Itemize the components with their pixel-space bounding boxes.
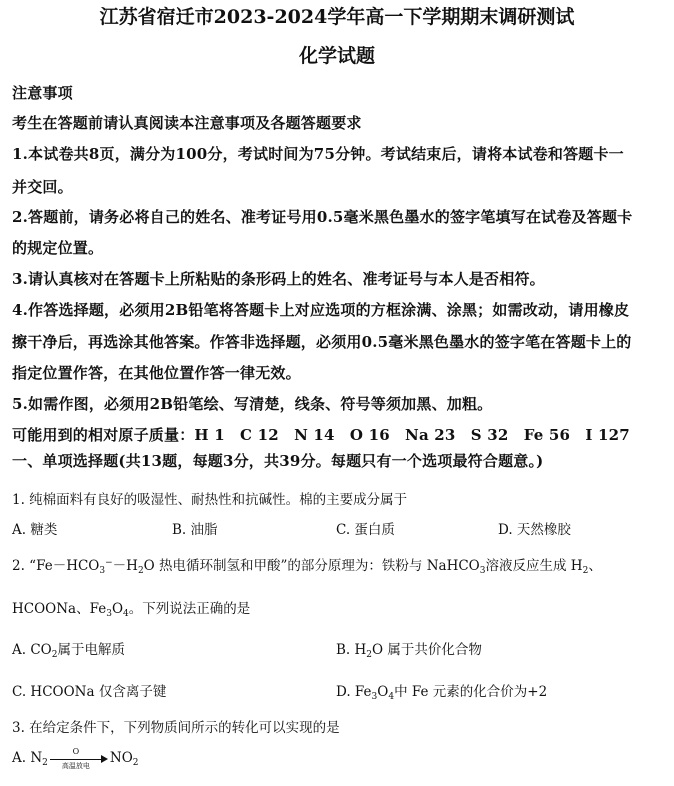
question-2-stem-continued: HCOONa、$Fe_3O_4$。下列说法正确的是 — [12, 601, 251, 619]
notice-item: 4.作答选择题，必须用2B铅笔将答题卡上对应选项的方框涂满、涂黑；如需改动，请用橡皮 — [12, 301, 630, 319]
notice-item: 3.请认真核对在答题卡上所粘贴的条形码上的姓名、准考证号与本人是否相符。 — [12, 270, 545, 288]
q2-option-a: A. $CO_2$属于电解质 — [12, 642, 125, 660]
notice-intro: 考生在答题前请认真阅读本注意事项及各题答题要求 — [12, 114, 362, 132]
question-1-stem: 1. 纯棉面料有良好的吸湿性、耐热性和抗碱性。棉的主要成分属于 — [12, 492, 408, 508]
notice-item: 的规定位置。 — [12, 239, 104, 257]
page-subtitle: 化学试题 — [298, 45, 375, 67]
q1-option-b: B. 油脂 — [172, 522, 218, 538]
notice-item: 擦干净后，再选涂其他答案。作答非选择题，必须用0.5毫米黑色墨水的签字笔在答题卡上的 — [12, 333, 632, 351]
notice-item: 1.本试卷共8页，满分为100分，考试时间为75分钟。考试结束后，请将本试卷和答题卡一 — [12, 145, 624, 163]
notice-heading: 注意事项 — [12, 84, 73, 102]
question-3-stem: 3. 在给定条件下，下列物质间所示的转化可以实现的是 — [12, 720, 340, 736]
notice-item: 指定位置作答，在其他位置作答一律无效。 — [12, 364, 301, 382]
page-title: 江苏省宿迁市2023-2024学年高一下学期期末调研测试 — [99, 6, 575, 28]
notice-item: 2.答题前，请务必将自己的姓名、准考证号用0.5毫米黑色墨水的签字笔填写在试卷及答题卡 — [12, 208, 633, 226]
atomic-mass-line: 可能用到的相对原子质量：H 1 C 12 N 14 O 16 Na 23 S 32 Fe 56 I 127 — [12, 426, 630, 444]
q1-option-c: C. 蛋白质 — [336, 522, 395, 538]
q1-option-a: A. 糖类 — [12, 522, 58, 538]
q3-option-a: A. $N_2$ O 高温放电 $NO_2$ — [12, 746, 139, 770]
notice-item: 并交回。 — [12, 178, 73, 196]
section-heading: 一、单项选择题(共13题，每题3分，共39分。每题只有一个选项最符合题意。) — [12, 452, 544, 470]
question-2-stem: 2. “$Fe-HCO_3^--H_2O$ 热电循环制氢和甲酸”的部分原理为：铁粉与 NaHCO$_3$溶液反应生成 $H_2$、 — [12, 558, 602, 576]
q2-option-c: C. HCOONa 仅含离子键 — [12, 684, 167, 700]
reaction-arrow-icon: O 高温放电 — [50, 752, 108, 766]
q2-option-b: B. $H_2O$ 属于共价化合物 — [336, 642, 482, 660]
notice-item: 5.如需作图，必须用2B铅笔绘、写清楚，线条、符号等须加黑、加粗。 — [12, 395, 493, 413]
q1-option-d: D. 天然橡胶 — [498, 522, 571, 538]
q2-option-d: D. $Fe_3O_4$中 Fe 元素的化合价为+2 — [336, 684, 548, 702]
